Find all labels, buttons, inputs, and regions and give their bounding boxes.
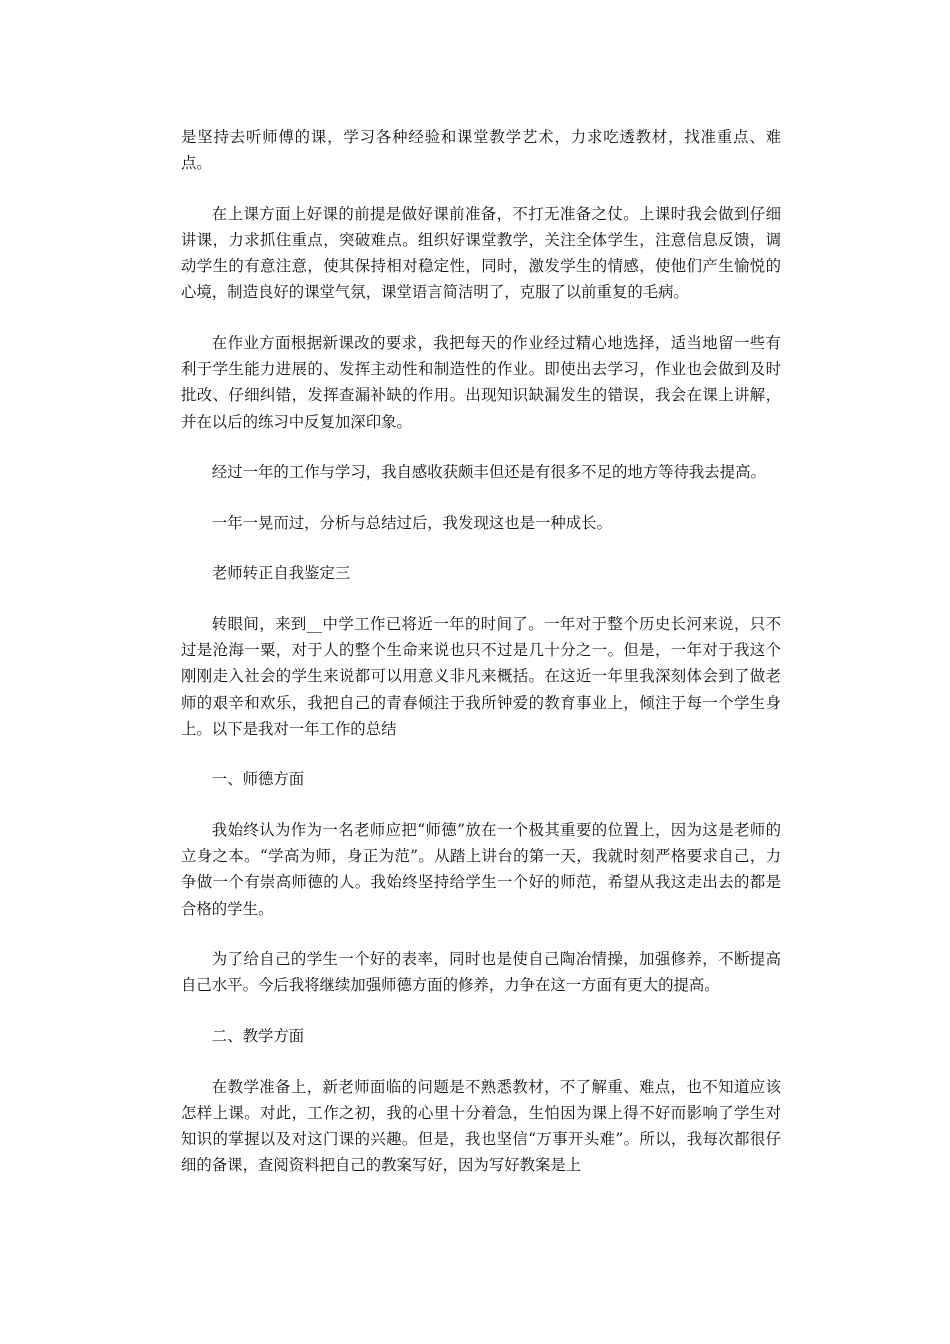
section-heading-teaching: 二、教学方面: [211, 1026, 305, 1045]
paragraph-growth: 一年一晃而过，分析与总结过后，我发现这也是一种成长。: [211, 513, 612, 532]
document-page: [181, 124, 781, 1203]
paragraph-homework: 在作业方面根据新课改的要求，我把每天的作业经过精心地选择，适当地留一些有利于学生能力进展的、发挥主动性和制造性的作业。即使出去学习，作业也会做到及时批改、仔细纠错，发挥查漏补缺的作用。出现知识缺漏发生的错误，我会在课上讲解，并在以后的练习中反复加深印象。: [181, 334, 781, 431]
paragraph-teaching-prep: 在教学准备上，新老师面临的问题是不熟悉教材，不了解重、难点，也不知道应该怎样上课。对此，工作之初，我的心里十分着急，生怕因为课上得不好而影响了学生对知识的掌握以及对这门课的兴趣。但是，我也坚信“万事开头难”。所以，我每次都很仔细的备课，查阅资料把自己的教案写好，因为写好教案是上: [181, 1077, 781, 1175]
paragraph-continuation: 是坚持去听师傅的课，学习各种经验和课堂教学艺术，力求吃透教材，找准重点、难点。: [181, 128, 781, 173]
paragraph-intro: 转眼间，来到__中学工作已将近一年的时间了。一年对于整个历史长河来说，只不过是沧海一粟，对于人的整个生命来说也只不过是几十分之一。但是，一年对于我这个刚刚走入社会的学生来说都可以用意义非凡来概括。在这近一年里我深刻体会到了做老师的艰辛和欢乐，我把自己的青春倾注于我所钟爱的教育事业上，倾注于每一个学生身上。以下是我对一年工作的总结: [181, 614, 781, 738]
section-title: 老师转正自我鉴定三: [211, 564, 351, 583]
paragraph-ethics-2: 为了给自己的学生一个好的表率，同时也是使自己陶冶情操，加强修养，不断提高自己水平。今后我将继续加强师德方面的修养，力争在这一方面有更大的提高。: [181, 950, 781, 995]
section-heading-ethics: 一、师德方面: [211, 770, 305, 789]
paragraph-ethics-1: 我始终认为作为一名老师应把“师德”放在一个极其重要的位置上，因为这是老师的立身之本。“学高为师，身正为范”。从踏上讲台的第一天，我就时刻严格要求自己，力争做一个有崇高师德的人。我始终坚持给学生一个好的师范，希望从我这走出去的都是合格的学生。: [181, 820, 781, 918]
paragraph-lesson-delivery: 在上课方面上好课的前提是做好课前准备，不打无准备之仗。上课时我会做到仔细讲课，力求抓住重点，突破难点。组织好课堂教学，关注全体学生，注意信息反馈，调动学生的有意注意，使其保持相对稳定性，同时，激发学生的情感，使他们产生愉悦的心境，制造良好的课堂气氛，课堂语言简洁明了，克服了以前重复的毛病。: [181, 204, 781, 302]
paragraph-reflection: 经过一年的工作与学习，我自感收获颇丰但还是有很多不足的地方等待我去提高。: [211, 463, 766, 482]
